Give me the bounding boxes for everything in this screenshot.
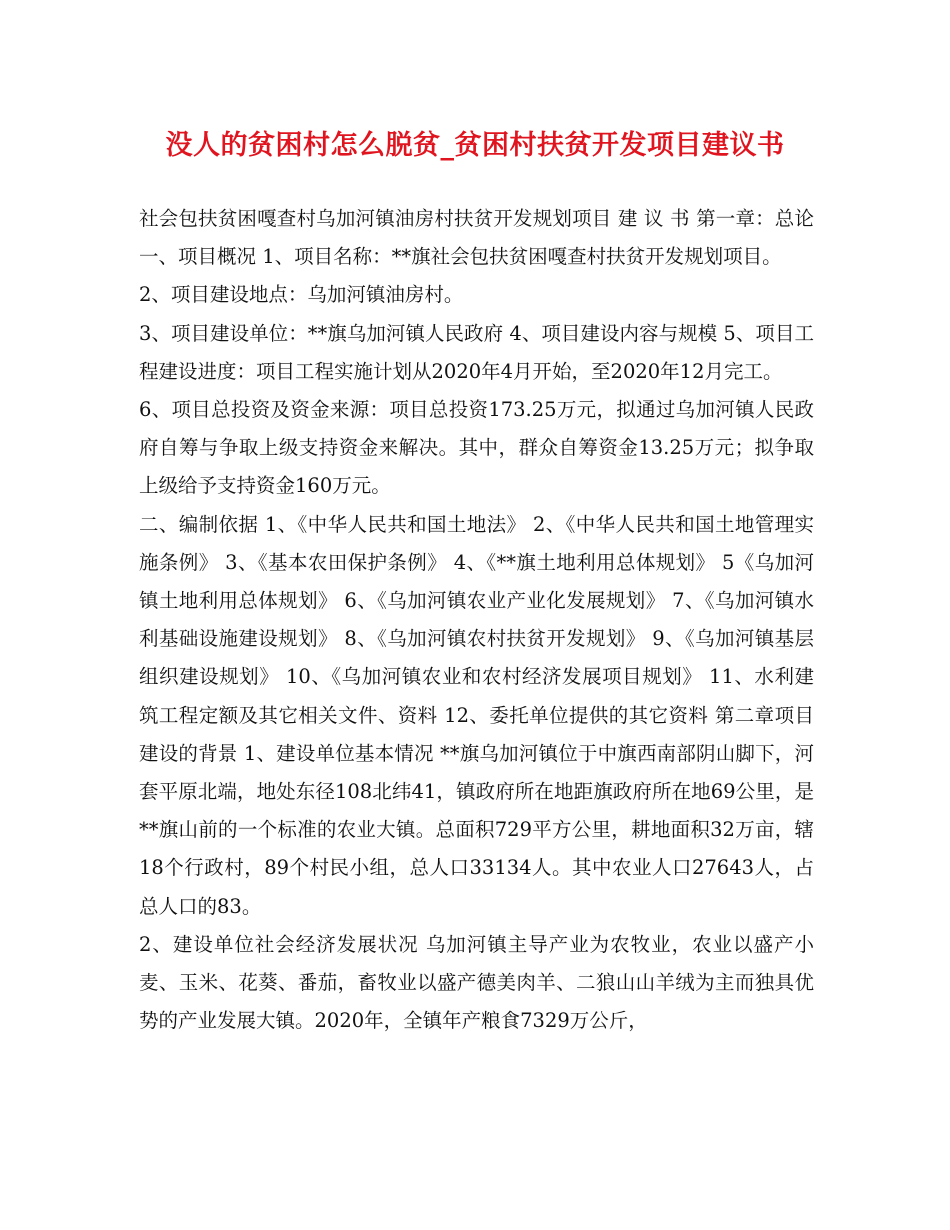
paragraph-project-location: 2、项目建设地点：乌加河镇油房村。 bbox=[139, 283, 464, 307]
paragraph-project-unit-schedule: 3、项目建设单位：**旗乌加河镇人民政府 4、项目建设内容与规模 5、项目工程建设进度：项目工程实施计划从2020年4月开始，至2020年12月完工。 bbox=[139, 321, 814, 383]
paragraph-economic-status: 2、建设单位社会经济发展状况 乌加河镇主导产业为农牧业，农业以盛产小麦、玉米、花葵、番茄，畜牧业以盛产德美肉羊、二狼山山羊绒为主而独具优势的产业发展大镇。2020年，全镇年产粮食7329万公斤， bbox=[139, 932, 814, 1033]
paragraph-basis-and-background: 二、编制依据 1、《中华人民共和国土地法》 2、《中华人民共和国土地管理实施条例》 3、《基本农田保护条例》 4、《**旗土地利用总体规划》 5《乌加河镇土地利用总体规划》 6、《乌加河镇农业产业化发展规划》 7、《乌加河镇水利基础设施建设规划》 8、《乌加河镇农村扶贫开发规划》 9、《乌加河镇基层组织建设规划》 10、《乌加河镇农业和农村经济发展项目规划》 11、水利建筑工程定额及其它相关文件、资料 12、委托单位提供的其它资料 第二章项目建设的背景 1、建设单位基本情况 **旗乌加河镇位于中旗西南部阴山脚下，河套平原北端，地处东径108北纬41，镇政府所在地距旗政府所在地69公里，是**旗山前的一个标准的农业大镇。总面积729平方公里，耕地面积32万亩，辖18个行政村，89个村民小组，总人口33134人。其中农业人口27643人，占总人口的83。 bbox=[139, 512, 814, 918]
document-title: 没人的贫困村怎么脱贫_贫困村扶贫开发项目建议书 bbox=[165, 130, 785, 161]
paragraph-project-overview: 社会包扶贫困嘎查村乌加河镇油房村扶贫开发规划项目 建 议 书 第一章：总论 一、项目概况 1、项目名称：**旗社会包扶贫困嘎查村扶贫开发规划项目。 bbox=[139, 207, 814, 269]
document-body bbox=[139, 200, 814, 1040]
paragraph-investment: 6、项目总投资及资金来源：项目总投资173.25万元，拟通过乌加河镇人民政府自筹与争取上级支持资金来解决。其中，群众自筹资金13.25万元；拟争取上级给予支持资金160万元。 bbox=[139, 398, 814, 498]
